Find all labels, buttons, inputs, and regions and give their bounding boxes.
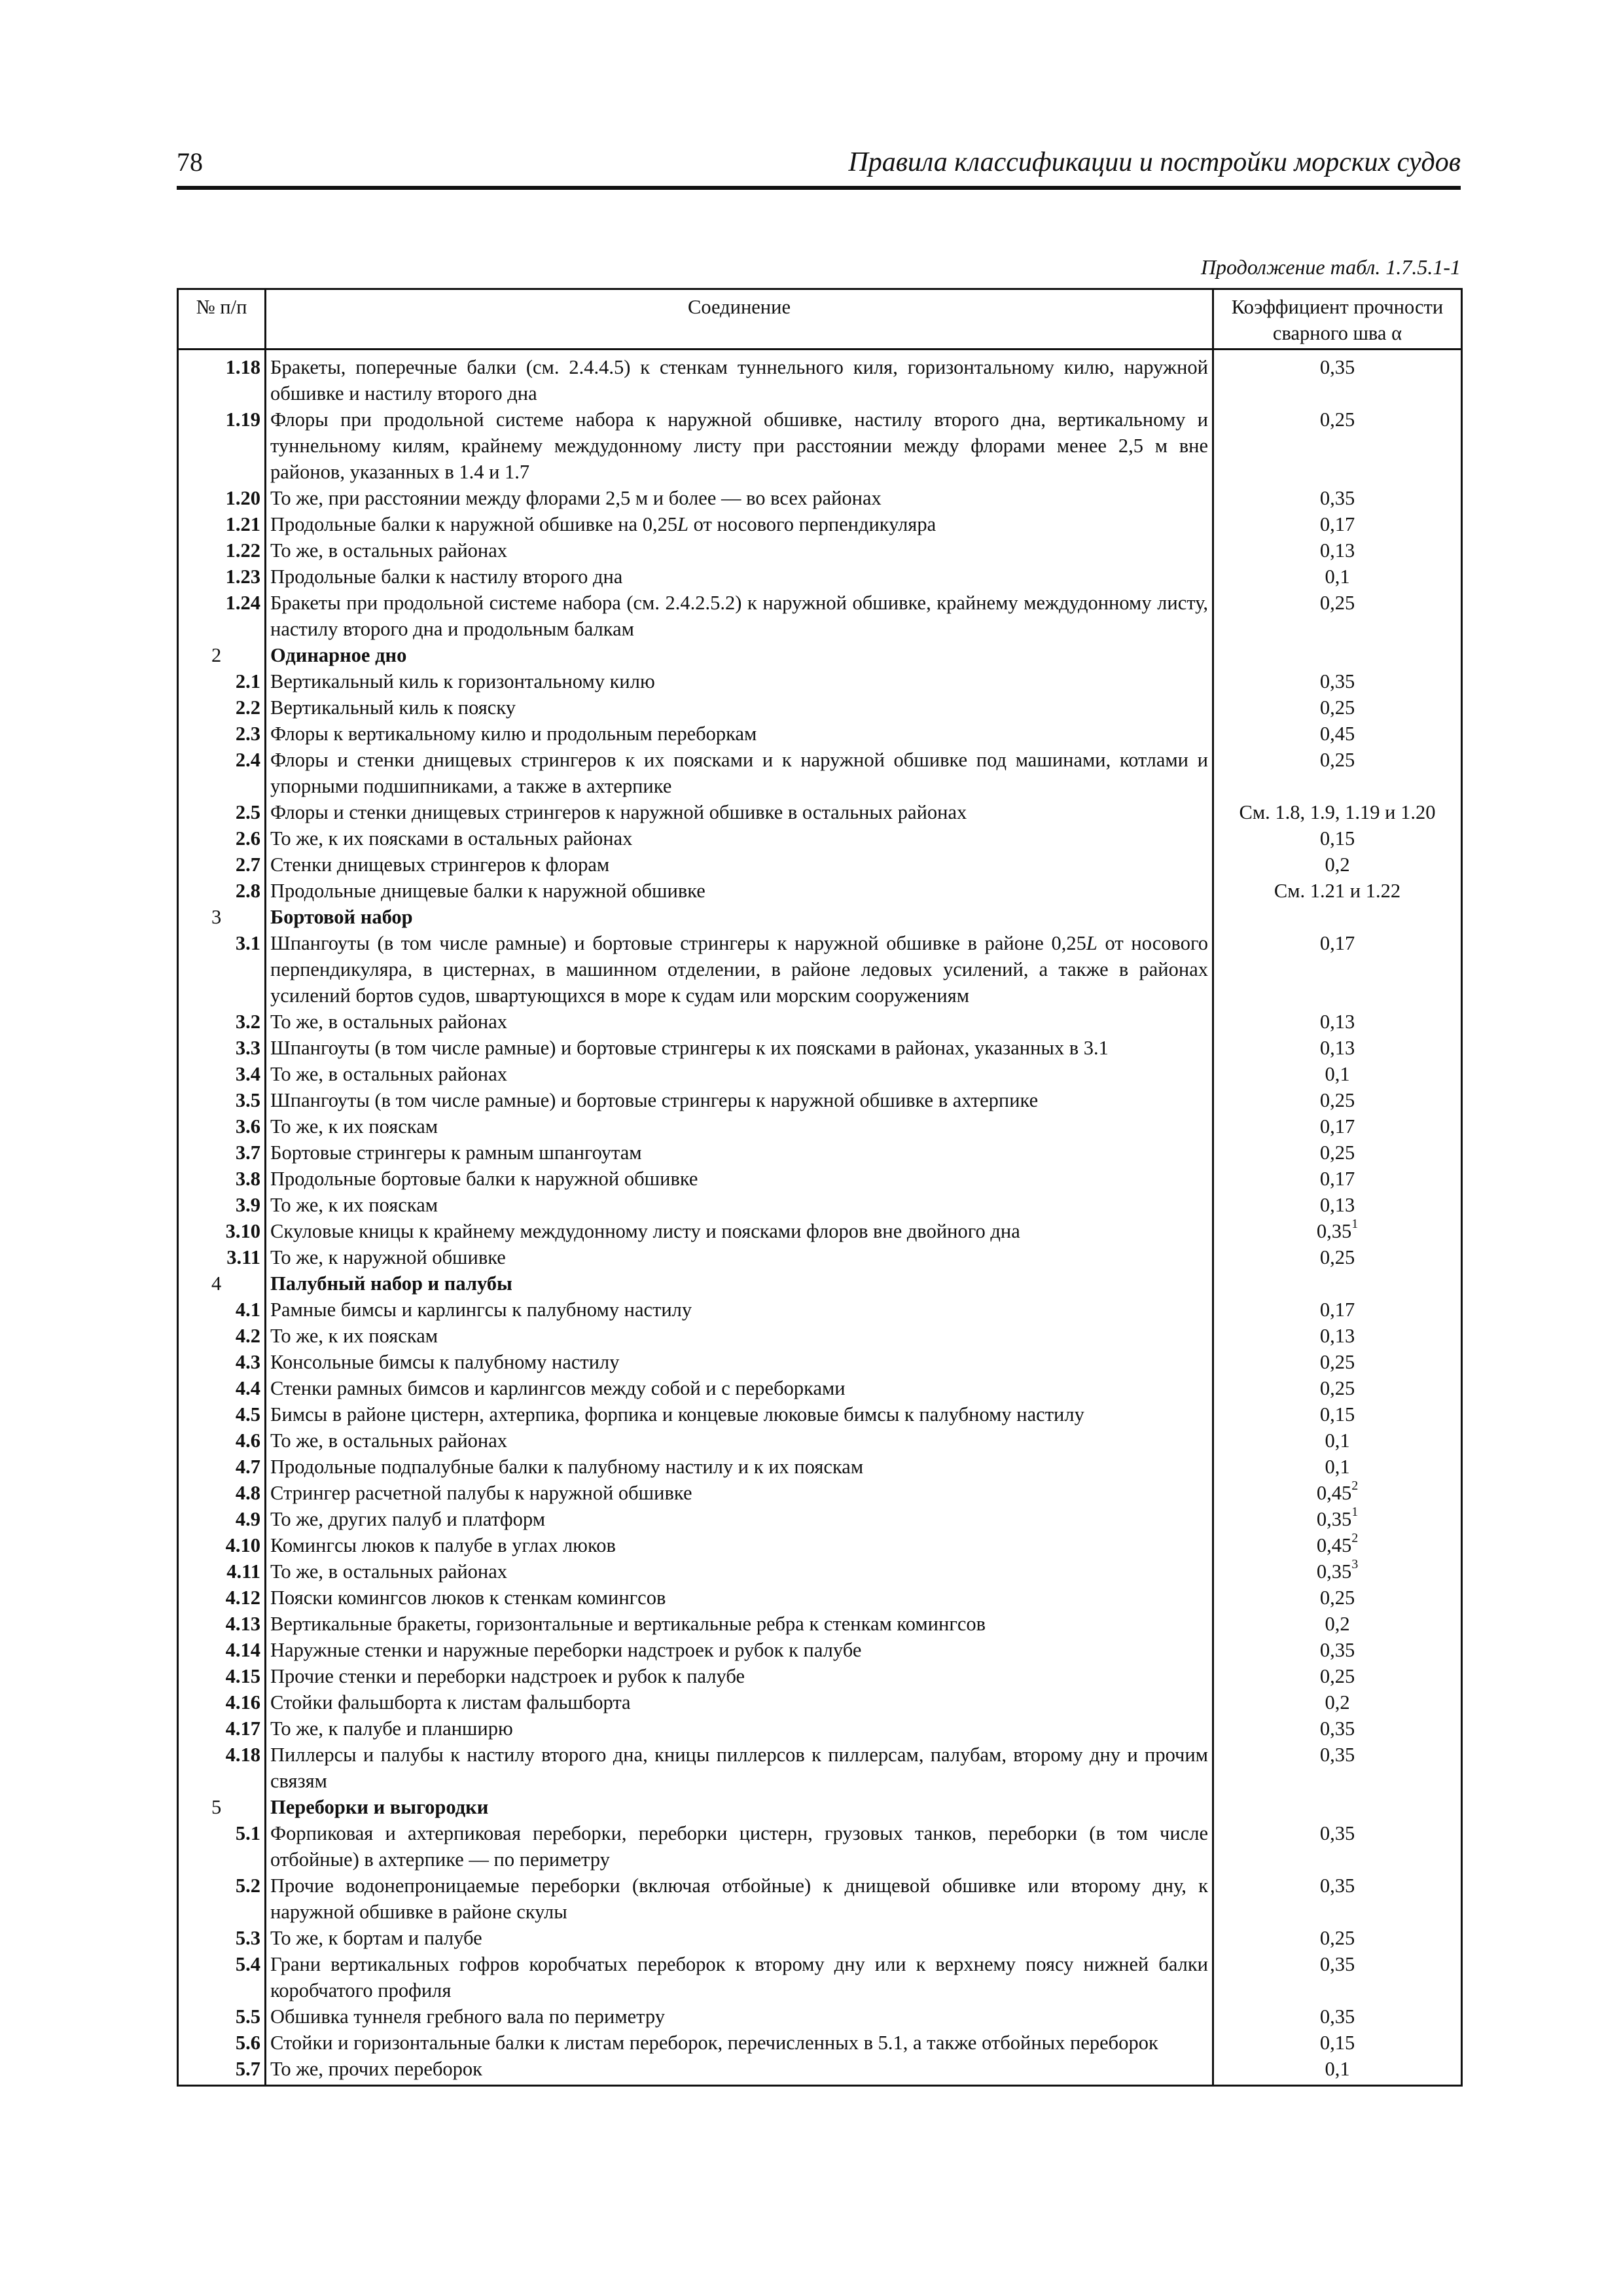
table-body xyxy=(178,350,1462,2086)
table-row xyxy=(178,721,1462,747)
footnote-mark: 2 xyxy=(1351,1530,1359,1545)
row-number: 4 xyxy=(178,1270,266,1297)
row-number: 5.6 xyxy=(178,2030,266,2056)
coefficient-value: 0,35 xyxy=(1319,670,1355,692)
connection-description: Рамные бимсы и карлингсы к палубному настилу xyxy=(266,1297,1213,1323)
table-row xyxy=(178,1480,1462,1506)
footnote-mark: 1 xyxy=(1351,1216,1359,1231)
connection-description: То же, в остальных районах xyxy=(266,1061,1213,1087)
strength-coefficient xyxy=(1213,1009,1462,1035)
strength-coefficient xyxy=(1213,1349,1462,1375)
row-number: 1.22 xyxy=(178,537,266,564)
connection-description: Бракеты при продольной системе набора (см. 2.4.2.5.2) к наружной обшивке, крайнему междудонному листу, настилу второго дна и продольным балкам xyxy=(266,590,1213,642)
connection-description: Шпангоуты (в том числе рамные) и бортовые стрингеры к их поясками в районах, указанных в 3.1 xyxy=(266,1035,1213,1061)
strength-coefficient xyxy=(1213,721,1462,747)
strength-coefficient xyxy=(1213,1375,1462,1401)
table-row xyxy=(178,799,1462,825)
row-number: 4.11 xyxy=(178,1558,266,1585)
row-number: 1.20 xyxy=(178,485,266,511)
row-number: 4.16 xyxy=(178,1689,266,1715)
row-number: 2.5 xyxy=(178,799,266,825)
connection-description: Наружные стенки и наружные переборки надстроек и рубок к палубе xyxy=(266,1637,1213,1663)
footnote-mark: 2 xyxy=(1351,1478,1359,1493)
connection-description: Стенки днищевых стрингеров к флорам xyxy=(266,852,1213,878)
section-title: Палубный набор и палубы xyxy=(266,1270,1213,1297)
connection-description: Флоры к вертикальному килю и продольным переборкам xyxy=(266,721,1213,747)
table-row xyxy=(178,1375,1462,1401)
coefficient-value: См. 1.8, 1.9, 1.19 и 1.20 xyxy=(1239,801,1436,823)
strength-coefficient xyxy=(1213,694,1462,721)
strength-coefficient xyxy=(1213,1244,1462,1270)
section-row xyxy=(178,642,1462,668)
coefficient-value: 0,35 xyxy=(1316,1508,1352,1530)
strength-coefficient xyxy=(1213,1663,1462,1689)
footnote-mark: 3 xyxy=(1351,1556,1359,1571)
connection-description: Флоры и стенки днищевых стрингеров к наружной обшивке в остальных районах xyxy=(266,799,1213,825)
row-number: 3.6 xyxy=(178,1113,266,1139)
connection-description: Обшивка туннеля гребного вала по периметру xyxy=(266,2003,1213,2030)
page-number: 78 xyxy=(177,147,203,177)
connection-description: Стенки рамных бимсов и карлингсов между собой и с переборками xyxy=(266,1375,1213,1401)
strength-coefficient xyxy=(1213,1323,1462,1349)
section-title: Бортовой набор xyxy=(266,904,1213,930)
coefficient-value: 0,35 xyxy=(1319,1639,1355,1661)
table-row xyxy=(178,1532,1462,1558)
table-row xyxy=(178,537,1462,564)
strength-coefficient xyxy=(1213,825,1462,852)
row-number: 2.8 xyxy=(178,878,266,904)
row-number: 1.24 xyxy=(178,590,266,642)
strength-coefficient xyxy=(1213,1794,1462,1820)
strength-coefficient xyxy=(1213,485,1462,511)
strength-coefficient xyxy=(1213,1218,1462,1244)
connection-description: Комингсы люков к палубе в углах люков xyxy=(266,1532,1213,1558)
connection-description: То же, в остальных районах xyxy=(266,1009,1213,1035)
connection-description: Пояски комингсов люков к стенкам комингсов xyxy=(266,1585,1213,1611)
connection-description: Вертикальный киль к пояску xyxy=(266,694,1213,721)
strength-coefficient xyxy=(1213,799,1462,825)
connection-description: То же, других палуб и платформ xyxy=(266,1506,1213,1532)
coefficient-value: 0,13 xyxy=(1319,1037,1355,1059)
coefficient-value: 0,2 xyxy=(1325,1691,1350,1713)
coefficient-value: 0,13 xyxy=(1319,539,1355,562)
coefficient-value: 0,15 xyxy=(1319,827,1355,850)
coefficient-value: 0,35 xyxy=(1316,1220,1352,1242)
coefficient-value: 0,35 xyxy=(1319,1822,1355,1844)
page-header xyxy=(177,145,1461,190)
coefficient-value: 0,35 xyxy=(1319,356,1355,378)
connection-description: То же, к палубе и планширю xyxy=(266,1715,1213,1742)
connection-description: Продольные бортовые балки к наружной обшивке xyxy=(266,1166,1213,1192)
row-number: 4.1 xyxy=(178,1297,266,1323)
table-row xyxy=(178,2056,1462,2086)
row-number: 2.1 xyxy=(178,668,266,694)
table-row xyxy=(178,1139,1462,1166)
table-row xyxy=(178,1689,1462,1715)
row-number: 5.1 xyxy=(178,1820,266,1873)
column-header-number: № п/п xyxy=(178,289,266,350)
table-row xyxy=(178,825,1462,852)
row-number: 3.5 xyxy=(178,1087,266,1113)
coefficient-value: 0,45 xyxy=(1316,1534,1352,1556)
row-number: 4.4 xyxy=(178,1375,266,1401)
strength-coefficient xyxy=(1213,747,1462,799)
strength-coefficient xyxy=(1213,1558,1462,1585)
coefficient-value: См. 1.21 и 1.22 xyxy=(1274,880,1401,902)
strength-coefficient xyxy=(1213,1951,1462,2003)
table-row xyxy=(178,1166,1462,1192)
table-row xyxy=(178,406,1462,485)
row-number: 4.9 xyxy=(178,1506,266,1532)
connection-description: Продольные днищевые балки к наружной обшивке xyxy=(266,878,1213,904)
connection-description: То же, к их пояскам xyxy=(266,1323,1213,1349)
strength-coefficient xyxy=(1213,406,1462,485)
coefficient-value: 0,2 xyxy=(1325,853,1350,876)
footnote-mark: 1 xyxy=(1351,1504,1359,1519)
row-number: 1.19 xyxy=(178,406,266,485)
coefficient-value: 0,25 xyxy=(1319,696,1355,719)
table-row xyxy=(178,1506,1462,1532)
table-row xyxy=(178,1349,1462,1375)
connection-description: Скуловые кницы к крайнему междудонному листу и поясками флоров вне двойного дна xyxy=(266,1218,1213,1244)
row-number: 4.12 xyxy=(178,1585,266,1611)
table-row xyxy=(178,1244,1462,1270)
strength-coefficient xyxy=(1213,1087,1462,1113)
connection-description: Бортовые стрингеры к рамным шпангоутам xyxy=(266,1139,1213,1166)
table-row xyxy=(178,1297,1462,1323)
row-number: 4.17 xyxy=(178,1715,266,1742)
coefficient-value: 0,2 xyxy=(1325,1613,1350,1635)
row-number: 1.18 xyxy=(178,350,266,407)
table-row xyxy=(178,694,1462,721)
row-number: 2.7 xyxy=(178,852,266,878)
table-row xyxy=(178,564,1462,590)
row-number: 4.10 xyxy=(178,1532,266,1558)
connection-description: Продольные балки к наружной обшивке на 0,25L от носового перпендикуляра xyxy=(266,511,1213,537)
section-title: Переборки и выгородки xyxy=(266,1794,1213,1820)
strength-coefficient xyxy=(1213,1166,1462,1192)
strength-coefficient xyxy=(1213,2056,1462,2086)
row-number: 4.8 xyxy=(178,1480,266,1506)
row-number: 2.4 xyxy=(178,747,266,799)
strength-coefficient xyxy=(1213,1297,1462,1323)
strength-coefficient xyxy=(1213,930,1462,1009)
row-number: 5.7 xyxy=(178,2056,266,2086)
row-number: 5 xyxy=(178,1794,266,1820)
table-row xyxy=(178,2030,1462,2056)
connection-description: Шпангоуты (в том числе рамные) и бортовые стрингеры к наружной обшивке в ахтерпике xyxy=(266,1087,1213,1113)
coefficient-value: 0,35 xyxy=(1319,487,1355,509)
section-title: Одинарное дно xyxy=(266,642,1213,668)
connection-description: Стойки фальшборта к листам фальшборта xyxy=(266,1689,1213,1715)
strength-coefficient xyxy=(1213,904,1462,930)
coefficient-value: 0,17 xyxy=(1319,1299,1355,1321)
row-number: 3.3 xyxy=(178,1035,266,1061)
strength-coefficient xyxy=(1213,1532,1462,1558)
row-number: 1.23 xyxy=(178,564,266,590)
strength-coefficient xyxy=(1213,1715,1462,1742)
strength-coefficient xyxy=(1213,1192,1462,1218)
row-number: 5.4 xyxy=(178,1951,266,2003)
coefficient-value: 0,25 xyxy=(1319,408,1355,431)
table-row xyxy=(178,1087,1462,1113)
row-number: 1.21 xyxy=(178,511,266,537)
row-number: 3 xyxy=(178,904,266,930)
row-number: 3.2 xyxy=(178,1009,266,1035)
table-row xyxy=(178,852,1462,878)
connection-description: Флоры и стенки днищевых стрингеров к их поясками и к наружной обшивке под машинами, котлами и упорными подшипниками, а также в ахтерпике xyxy=(266,747,1213,799)
table-row xyxy=(178,747,1462,799)
strength-coefficient xyxy=(1213,1454,1462,1480)
row-number: 3.8 xyxy=(178,1166,266,1192)
strength-coefficient xyxy=(1213,1139,1462,1166)
table-row xyxy=(178,1192,1462,1218)
coefficient-value: 0,1 xyxy=(1325,565,1350,588)
connection-description: То же, прочих переборок xyxy=(266,2056,1213,2086)
table-row xyxy=(178,1427,1462,1454)
coefficient-value: 0,25 xyxy=(1319,1927,1355,1949)
row-number: 3.1 xyxy=(178,930,266,1009)
column-header-connection: Соединение xyxy=(266,289,1213,350)
table-row xyxy=(178,1585,1462,1611)
coefficient-value: 0,25 xyxy=(1319,1141,1355,1164)
strength-coefficient xyxy=(1213,642,1462,668)
strength-coefficient xyxy=(1213,1925,1462,1951)
row-number: 2.2 xyxy=(178,694,266,721)
connection-description: То же, к их пояскам xyxy=(266,1113,1213,1139)
strength-coefficient xyxy=(1213,1637,1462,1663)
strength-coefficient xyxy=(1213,852,1462,878)
table-header-row xyxy=(178,289,1462,350)
table-row xyxy=(178,1401,1462,1427)
connection-description: То же, в остальных районах xyxy=(266,1558,1213,1585)
connection-description: Шпангоуты (в том числе рамные) и бортовые стрингеры к наружной обшивке в районе 0,25L от носового перпендикуляра, в цистернах, в машинном отделении, в районе ледовых усилений, а также в районах усилений бортов судов, швартующихся в море к судам или морским сооружениям xyxy=(266,930,1213,1009)
strength-coefficient xyxy=(1213,878,1462,904)
connection-description: Грани вертикальных гофров коробчатых переборок к второму дну или к верхнему поясу нижней балки коробчатого профиля xyxy=(266,1951,1213,2003)
coefficient-value: 0,1 xyxy=(1325,2058,1350,2080)
coefficient-value: 0,35 xyxy=(1319,1717,1355,1740)
strength-coefficient xyxy=(1213,350,1462,407)
coefficient-value: 0,17 xyxy=(1319,1115,1355,1138)
strength-coefficient xyxy=(1213,590,1462,642)
table-row xyxy=(178,1742,1462,1794)
strength-coefficient xyxy=(1213,1401,1462,1427)
table-row xyxy=(178,1009,1462,1035)
strength-coefficient xyxy=(1213,1061,1462,1087)
section-row xyxy=(178,1794,1462,1820)
connection-description: Консольные бимсы к палубному настилу xyxy=(266,1349,1213,1375)
coefficient-value: 0,13 xyxy=(1319,1194,1355,1216)
strength-coefficient xyxy=(1213,1742,1462,1794)
coefficient-value: 0,15 xyxy=(1319,1403,1355,1426)
strength-coefficient xyxy=(1213,1113,1462,1139)
row-number: 5.3 xyxy=(178,1925,266,1951)
connection-description: Флоры при продольной системе набора к наружной обшивке, настилу второго дна, вертикальному и туннельному килям, крайнему междудонному листу при расстоянии между флорами менее 2,5 м вне районов, указанных в 1.4 и 1.7 xyxy=(266,406,1213,485)
coefficient-value: 0,15 xyxy=(1319,2032,1355,2054)
column-header-coefficient: Коэффициент прочности сварного шва α xyxy=(1213,289,1462,350)
section-row xyxy=(178,1270,1462,1297)
connection-description: Прочие стенки и переборки надстроек и рубок к палубе xyxy=(266,1663,1213,1689)
row-number: 4.2 xyxy=(178,1323,266,1349)
row-number: 2 xyxy=(178,642,266,668)
row-number: 3.9 xyxy=(178,1192,266,1218)
row-number: 2.3 xyxy=(178,721,266,747)
coefficient-value: 0,35 xyxy=(1319,1744,1355,1766)
strength-coefficient xyxy=(1213,2030,1462,2056)
row-number: 4.3 xyxy=(178,1349,266,1375)
table-row xyxy=(178,1611,1462,1637)
table-row xyxy=(178,1061,1462,1087)
strength-coefficient xyxy=(1213,1820,1462,1873)
strength-coefficient xyxy=(1213,1873,1462,1925)
connection-description: Форпиковая и ахтерпиковая переборки, переборки цистерн, грузовых танков, переборки (в том числе отбойные) в ахтерпике — по периметру xyxy=(266,1820,1213,1873)
strength-coefficient xyxy=(1213,2003,1462,2030)
strength-coefficient xyxy=(1213,1035,1462,1061)
table-row xyxy=(178,1323,1462,1349)
table-row xyxy=(178,1951,1462,2003)
table-row xyxy=(178,350,1462,407)
strength-coefficient xyxy=(1213,1506,1462,1532)
connection-description: Бракеты, поперечные балки (см. 2.4.4.5) к стенкам туннельного киля, горизонтальному килю, наружной обшивке и настилу второго дна xyxy=(266,350,1213,407)
coefficient-value: 0,35 xyxy=(1319,1874,1355,1897)
strength-coefficient xyxy=(1213,1427,1462,1454)
connection-description: Прочие водонепроницаемые переборки (включая отбойные) к днищевой обшивке или второму дну, к наружной обшивке в районе скулы xyxy=(266,1873,1213,1925)
connection-description: Стойки и горизонтальные балки к листам переборок, перечисленных в 5.1, а также отбойных переборок xyxy=(266,2030,1213,2056)
coefficient-value: 0,17 xyxy=(1319,932,1355,954)
connection-description: Пиллерсы и палубы к настилу второго дна, кницы пиллерсов к пиллерсам, палубам, второму дну и прочим связям xyxy=(266,1742,1213,1794)
row-number: 3.4 xyxy=(178,1061,266,1087)
strength-coefficient xyxy=(1213,1585,1462,1611)
coefficient-value: 0,25 xyxy=(1319,1351,1355,1373)
running-title: Правила классификации и постройки морских судов xyxy=(848,147,1461,177)
section-row xyxy=(178,904,1462,930)
table-row xyxy=(178,485,1462,511)
connection-description: Стрингер расчетной палубы к наружной обшивке xyxy=(266,1480,1213,1506)
coefficient-value: 0,45 xyxy=(1316,1482,1352,1504)
coefficient-value: 0,25 xyxy=(1319,1089,1355,1111)
table-row xyxy=(178,1558,1462,1585)
connection-description: То же, к бортам и палубе xyxy=(266,1925,1213,1951)
table-row xyxy=(178,1218,1462,1244)
coefficient-value: 0,17 xyxy=(1319,1168,1355,1190)
row-number: 4.15 xyxy=(178,1663,266,1689)
row-number: 3.7 xyxy=(178,1139,266,1166)
coefficient-value: 0,13 xyxy=(1319,1011,1355,1033)
row-number: 3.10 xyxy=(178,1218,266,1244)
strength-coefficient xyxy=(1213,1270,1462,1297)
table-row xyxy=(178,2003,1462,2030)
row-number: 5.5 xyxy=(178,2003,266,2030)
coefficient-value: 0,25 xyxy=(1319,1246,1355,1268)
connection-description: То же, в остальных районах xyxy=(266,1427,1213,1454)
connection-description: Вертикальные бракеты, горизонтальные и вертикальные ребра к стенкам комингсов xyxy=(266,1611,1213,1637)
strength-coefficient xyxy=(1213,1480,1462,1506)
table-row xyxy=(178,668,1462,694)
connection-description: То же, в остальных районах xyxy=(266,537,1213,564)
table-row xyxy=(178,930,1462,1009)
coefficient-value: 0,45 xyxy=(1319,723,1355,745)
coefficient-value: 0,1 xyxy=(1325,1429,1350,1452)
row-number: 4.6 xyxy=(178,1427,266,1454)
connection-description: Вертикальный киль к горизонтальному килю xyxy=(266,668,1213,694)
table-caption: Продолжение табл. 1.7.5.1-1 xyxy=(1200,255,1461,279)
connection-description: Продольные балки к настилу второго дна xyxy=(266,564,1213,590)
coefficient-value: 0,35 xyxy=(1319,2005,1355,2028)
coefficient-value: 0,25 xyxy=(1319,1665,1355,1687)
row-number: 2.6 xyxy=(178,825,266,852)
row-number: 4.7 xyxy=(178,1454,266,1480)
row-number: 5.2 xyxy=(178,1873,266,1925)
coefficient-value: 0,25 xyxy=(1319,1587,1355,1609)
table-row xyxy=(178,878,1462,904)
table-row xyxy=(178,1637,1462,1663)
row-number: 4.18 xyxy=(178,1742,266,1794)
coefficient-value: 0,17 xyxy=(1319,513,1355,535)
table-row xyxy=(178,1873,1462,1925)
row-number: 3.11 xyxy=(178,1244,266,1270)
strength-coefficient xyxy=(1213,1689,1462,1715)
strength-coefficient xyxy=(1213,668,1462,694)
table-row xyxy=(178,511,1462,537)
connection-description: Бимсы в районе цистерн, ахтерпика, форпика и концевые люковые бимсы к палубному настилу xyxy=(266,1401,1213,1427)
coefficient-value: 0,1 xyxy=(1325,1063,1350,1085)
table-row xyxy=(178,1715,1462,1742)
coefficient-value: 0,1 xyxy=(1325,1456,1350,1478)
row-number: 4.13 xyxy=(178,1611,266,1637)
coefficient-value: 0,25 xyxy=(1319,1377,1355,1399)
coefficient-value: 0,35 xyxy=(1316,1560,1352,1583)
row-number: 4.5 xyxy=(178,1401,266,1427)
strength-coefficient xyxy=(1213,564,1462,590)
table-row xyxy=(178,1113,1462,1139)
coefficient-value: 0,25 xyxy=(1319,749,1355,771)
table-row xyxy=(178,1925,1462,1951)
connection-description: То же, к их пояскам xyxy=(266,1192,1213,1218)
strength-coefficient xyxy=(1213,1611,1462,1637)
coefficient-value: 0,25 xyxy=(1319,592,1355,614)
connection-description: Продольные подпалубные балки к палубному настилу и к их пояскам xyxy=(266,1454,1213,1480)
table-row xyxy=(178,1454,1462,1480)
coefficient-value: 0,13 xyxy=(1319,1325,1355,1347)
strength-coefficient xyxy=(1213,537,1462,564)
coefficient-value: 0,35 xyxy=(1319,1953,1355,1975)
weld-strength-table xyxy=(177,288,1463,2087)
table-row xyxy=(178,1035,1462,1061)
connection-description: То же, к наружной обшивке xyxy=(266,1244,1213,1270)
connection-description: То же, при расстоянии между флорами 2,5 м и более — во всех районах xyxy=(266,485,1213,511)
connection-description: То же, к их поясками в остальных районах xyxy=(266,825,1213,852)
table-row xyxy=(178,1820,1462,1873)
table-row xyxy=(178,590,1462,642)
strength-coefficient xyxy=(1213,511,1462,537)
row-number: 4.14 xyxy=(178,1637,266,1663)
table-row xyxy=(178,1663,1462,1689)
